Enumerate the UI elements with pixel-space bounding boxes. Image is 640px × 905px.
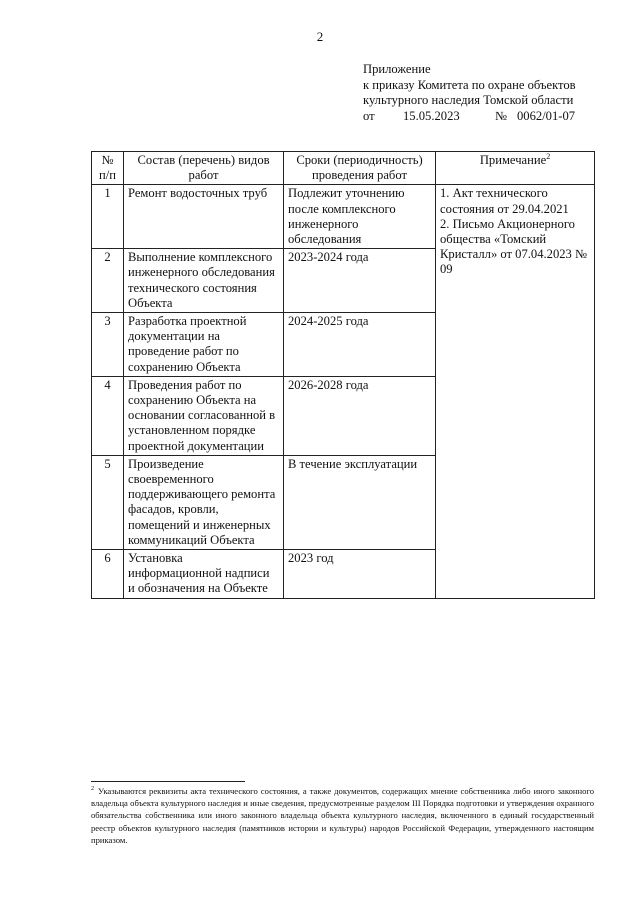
header-terms: Сроки (периодичность) проведения работ (284, 152, 436, 185)
row-work: Проведения работ по сохранению Объекта на основании согласованной в установленном порядке проектной документации (124, 376, 284, 455)
appendix-order-ref: к приказу Комитета по охране объектов (363, 77, 576, 92)
page-number: 2 (316, 29, 324, 44)
footnote (91, 785, 594, 846)
order-number: 0062/01-07 (517, 108, 576, 123)
appendix-header (363, 62, 633, 124)
appendix-title: Приложение (363, 62, 431, 76)
row-term: 2023-2024 года (284, 249, 436, 313)
from-label: от (363, 108, 375, 123)
header-num: № п/п (92, 152, 124, 185)
row-num: 1 (92, 185, 124, 249)
order-date: 15.05.2023 (403, 108, 460, 123)
notes-cell (436, 185, 595, 598)
appendix-committee-region: культурного наследия Томской области (363, 93, 574, 107)
footnote-mark: 2 (91, 786, 94, 793)
row-num: 3 (92, 313, 124, 377)
row-term: 2023 год (284, 550, 436, 599)
note-item: 2. Письмо Акционерного общества «Томский Кристалл» от 07.04.2023 № 09 (440, 216, 588, 277)
row-work: Произведение своевременного поддерживающего ремонта фасадов, кровли, помещений и инженерных коммуникаций Объекта (124, 455, 284, 549)
row-term: 2026-2028 года (284, 376, 436, 455)
header-note-label: Примечание (479, 153, 547, 167)
row-work: Разработка проектной документации на проведение работ по сохранению Объекта (124, 313, 284, 377)
footnote-text: Указываются реквизиты акта технического состояния, а также документов, содержащих мнение собственника либо иного законного владельца объекта культурного наследия и иные сведения, предусмотренные разделом III Порядка подготовки и утверждения охранного обязательства собственника или иного законного владельца объекта культурного наследия, включенного в единый государственный реестр объектов культурного наследия (памятников истории и культуры) народов Российской Федерации, утвержденного настоящим приказом. (91, 786, 594, 845)
number-sign: № (495, 108, 508, 123)
header-composition: Состав (перечень) видов работ (124, 152, 284, 185)
row-num: 6 (92, 550, 124, 599)
table-row (92, 185, 595, 249)
row-term: 2024-2025 года (284, 313, 436, 377)
header-note (436, 152, 595, 185)
row-work: Выполнение комплексного инженерного обследования технического состояния Объекта (124, 249, 284, 313)
row-num: 2 (92, 249, 124, 313)
appendix-order-date-number (363, 109, 633, 125)
works-table (91, 151, 595, 599)
footnote-separator (91, 781, 245, 782)
row-num: 5 (92, 455, 124, 549)
header-note-footnote-mark: 2 (546, 151, 551, 161)
row-work: Установка информационной надписи и обозначения на Объекте (124, 550, 284, 599)
row-work: Ремонт водосточных труб (124, 185, 284, 249)
table-header-row (92, 152, 595, 185)
row-num: 4 (92, 376, 124, 455)
row-term: В течение эксплуатации (284, 455, 436, 549)
note-item: 1. Акт технического состояния от 29.04.2021 (440, 186, 569, 216)
row-term: Подлежит уточнению после комплексного инженерного обследования (284, 185, 436, 249)
